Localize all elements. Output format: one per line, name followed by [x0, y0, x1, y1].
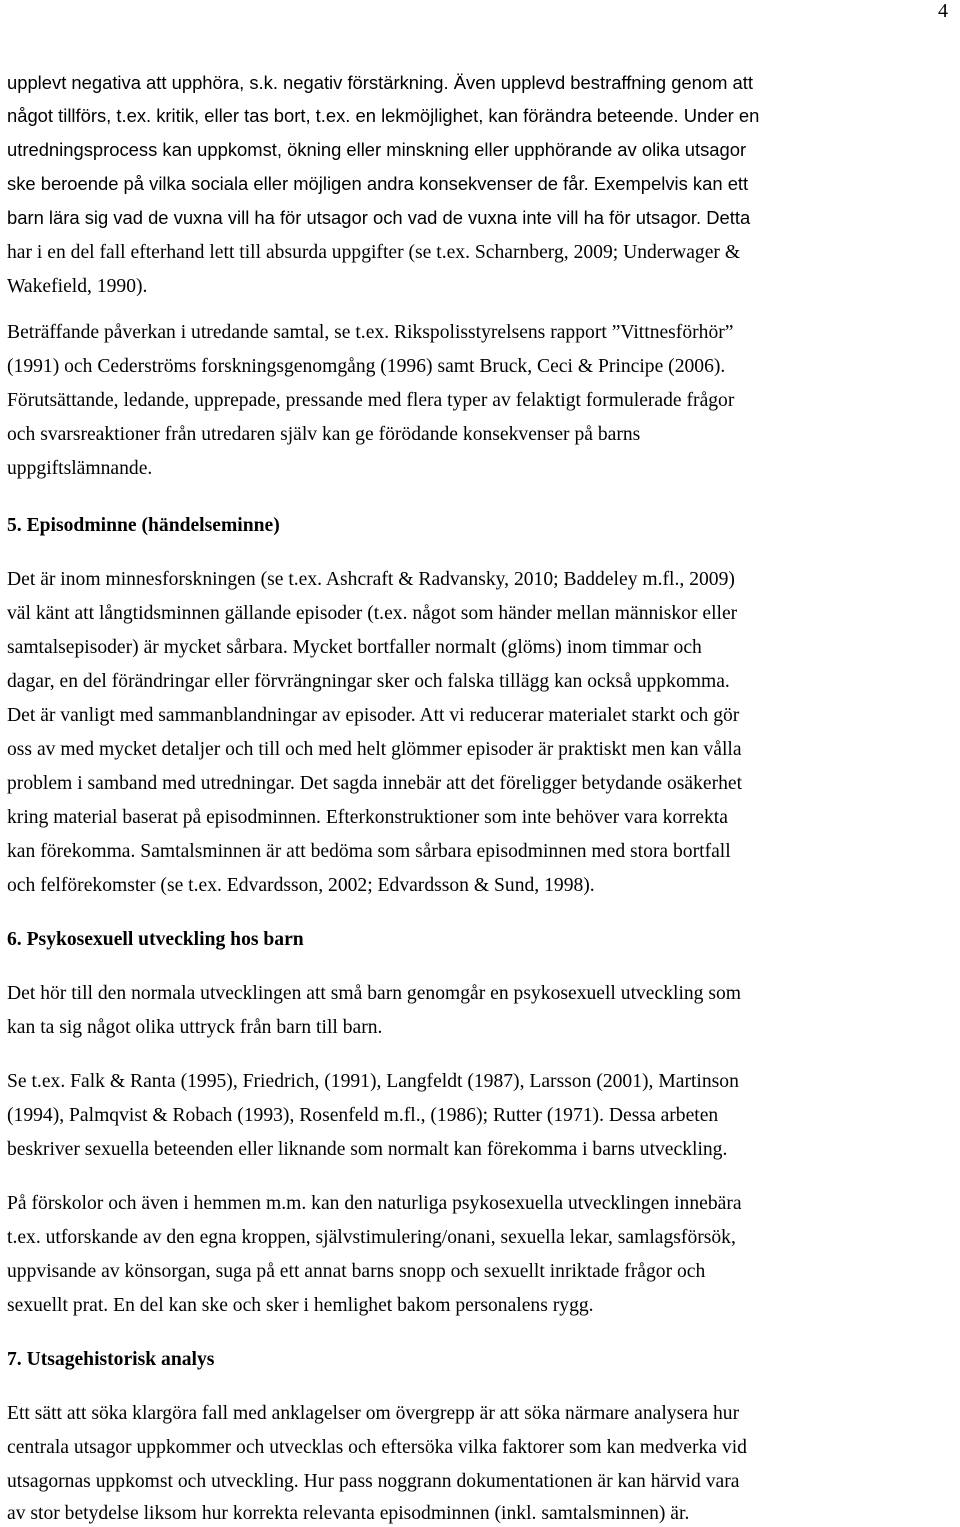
text-line: uppgiftslämnande. [7, 458, 153, 479]
text-line: Det är inom minnesforskningen (se t.ex. Ashcraft & Radvansky, 2010; Baddeley m.fl., 2009) [7, 569, 735, 590]
text-line: dagar, en del förändringar eller förvrängningar sker och falska tillägg kan också uppkomma. [7, 671, 730, 692]
text-line: centrala utsagor uppkommer och utvecklas och eftersöka vilka faktorer som kan medverka vid [7, 1437, 747, 1458]
text-line: ske beroende på vilka sociala eller möjligen andra konsekvenser de får. Exempelvis kan ett [7, 173, 749, 194]
text-line: (1991) och Cederströms forskningsgenomgång (1996) samt Bruck, Ceci & Principe (2006). [7, 356, 726, 377]
text-line: kan förekomma. Samtalsminnen är att bedöma som sårbara episodminnen med stora bortfall [7, 841, 731, 862]
text-line: Wakefield, 1990). [7, 276, 148, 297]
text-line: Beträffande påverkan i utredande samtal, se t.ex. Rikspolisstyrelsens rapport ”Vittnesförhör” [7, 322, 734, 343]
text-line: något tillförs, t.ex. kritik, eller tas bort, t.ex. en lekmöjlighet, kan förändra beteende. Under en [7, 105, 760, 126]
text-line: problem i samband med utredningar. Det sagda innebär att det föreligger betydande osäkerhet [7, 773, 743, 794]
text-line: och svarsreaktioner från utredaren själv kan ge förödande konsekvenser på barns [7, 424, 641, 445]
text-line: Det är vanligt med sammanblandningar av episoder. Att vi reducerar materialet starkt och gör [7, 705, 740, 726]
text-line: På förskolor och även i hemmen m.m. kan den naturliga psykosexuella utvecklingen innebära [7, 1193, 742, 1214]
text-line: har i en del fall efterhand lett till absurda uppgifter (se t.ex. Scharnberg, 2009; Underwager & [7, 242, 741, 263]
text-line: väl känt att långtidsminnen gällande episoder (t.ex. något som händer mellan människor eller [7, 603, 738, 624]
text-line: barn lära sig vad de vuxna vill ha för utsagor och vad de vuxna inte vill ha för utsagor. Detta [7, 207, 751, 228]
text-line: kring material baserat på episodminnen. Efterkonstruktioner som inte behöver vara korrekta [7, 807, 728, 828]
text-line: uppvisande av könsorgan, suga på ett annat barns snopp och sexuellt inriktade frågor och [7, 1261, 706, 1282]
text-line: utredningsprocess kan uppkomst, ökning eller minskning eller upphörande av olika utsagor [7, 139, 747, 160]
text-line: t.ex. utforskande av den egna kroppen, självstimulering/onani, sexuella lekar, samlagsförsök, [7, 1227, 736, 1248]
text-line: sexuellt prat. En del kan ske och sker i hemlighet bakom personalens rygg. [7, 1295, 594, 1316]
text-line: Förutsättande, ledande, upprepade, pressande med flera typer av felaktigt formulerade frågor [7, 390, 735, 411]
text-line: och felförekomster (se t.ex. Edvardsson, 2002; Edvardsson & Sund, 1998). [7, 875, 595, 896]
text-line: Se t.ex. Falk & Ranta (1995), Friedrich, (1991), Langfeldt (1987), Larsson (2001), Martinson [7, 1071, 739, 1092]
text-line: av stor betydelse liksom hur korrekta relevanta episodminnen (inkl. samtalsminnen) är. [7, 1503, 690, 1524]
text-line: (1994), Palmqvist & Robach (1993), Rosenfeld m.fl., (1986); Rutter (1971). Dessa arbeten [7, 1105, 719, 1126]
text-line: upplevt negativa att upphöra, s.k. negativ förstärkning. Även upplevd bestraffning genom att [7, 72, 753, 93]
text-line: kan ta sig något olika uttryck från barn till barn. [7, 1017, 383, 1038]
section-heading-5: 5. Episodminne (händelseminne) [7, 515, 280, 536]
page-number: 4 [938, 0, 948, 22]
text-line: Ett sätt att söka klargöra fall med anklagelser om övergrepp är att söka närmare analysera hur [7, 1403, 740, 1424]
text-line: samtalsepisoder) är mycket sårbara. Mycket bortfaller normalt (glöms) inom timmar och [7, 637, 702, 658]
text-line: utsagornas uppkomst och utveckling. Hur pass noggrann dokumentationen är kan härvid vara [7, 1471, 740, 1492]
section-heading-6: 6. Psykosexuell utveckling hos barn [7, 929, 304, 950]
section-heading-7: 7. Utsagehistorisk analys [7, 1349, 215, 1370]
text-line: Det hör till den normala utvecklingen att små barn genomgår en psykosexuell utveckling som [7, 983, 742, 1004]
text-line: oss av med mycket detaljer och till och med helt glömmer episoder är praktiskt men kan vålla [7, 739, 742, 760]
text-line: beskriver sexuella beteenden eller liknande som normalt kan förekomma i barns utveckling. [7, 1139, 728, 1160]
